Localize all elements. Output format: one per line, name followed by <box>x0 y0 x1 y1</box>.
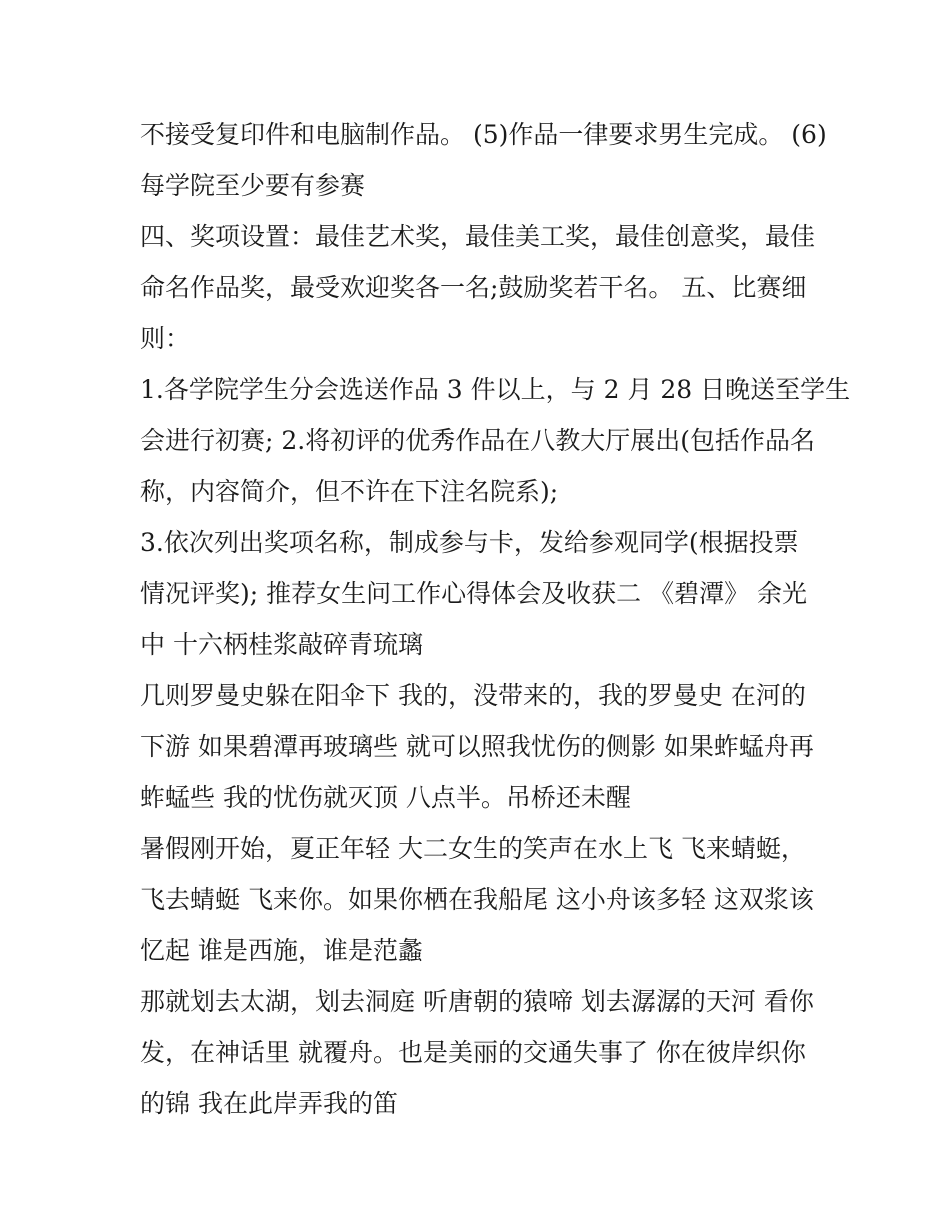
text-line: 3.依次列出奖项名称，制成参与卡，发给参观同学(根据投票 <box>140 528 799 557</box>
text-line: 飞去蜻蜓 飞来你。如果你栖在我船尾 这小舟该多轻 这双浆该 <box>140 885 814 914</box>
text-line: 不接受复印件和电脑制作品。 (5)作品一律要求男生完成。 (6) <box>140 120 827 149</box>
text-line: 情况评奖); 推荐女生问工作心得体会及收获二 《碧潭》 余光 <box>140 579 808 608</box>
text-line: 会进行初赛; 2.将初评的优秀作品在八教大厅展出(包括作品名 <box>140 426 815 455</box>
text-line: 中 十六柄桂浆敲碎青琉璃 <box>140 630 423 659</box>
text-line: 1.各学院学生分会选送作品 3 件以上，与 2 月 28 日晚送至学生 <box>140 375 851 404</box>
text-line: 忆起 谁是西施，谁是范蠡 <box>140 936 423 965</box>
text-line: 的锦 我在此岸弄我的笛 <box>140 1089 398 1118</box>
text-line: 那就划去太湖，划去洞庭 听唐朝的猿啼 划去潺潺的天河 看你 <box>140 987 814 1016</box>
text-line: 每学院至少要有参赛 <box>140 171 366 200</box>
text-line: 命名作品奖，最受欢迎奖各一名;鼓励奖若干名。 五、比赛细 <box>140 273 807 302</box>
text-line: 四、奖项设置：最佳艺术奖，最佳美工奖，最佳创意奖，最佳 <box>140 222 816 251</box>
text-line: 发，在神话里 就覆舟。也是美丽的交通失事了 你在彼岸织你 <box>140 1038 806 1067</box>
text-line: 几则罗曼史躲在阳伞下 我的，没带来的，我的罗曼史 在河的 <box>140 681 806 710</box>
text-line: 暑假刚开始，夏正年轻 大二女生的笑声在水上飞 飞来蜻蜓， <box>140 834 806 863</box>
text-line: 则： <box>140 324 191 353</box>
text-line: 下游 如果碧潭再玻璃些 就可以照我忧伤的侧影 如果蚱蜢舟再 <box>140 732 814 761</box>
body-text <box>140 109 851 1129</box>
text-line: 蚱蜢些 我的忧伤就灭顶 八点半。吊桥还未醒 <box>140 783 631 812</box>
text-line: 称，内容简介，但不许在下注名院系); <box>140 477 559 506</box>
